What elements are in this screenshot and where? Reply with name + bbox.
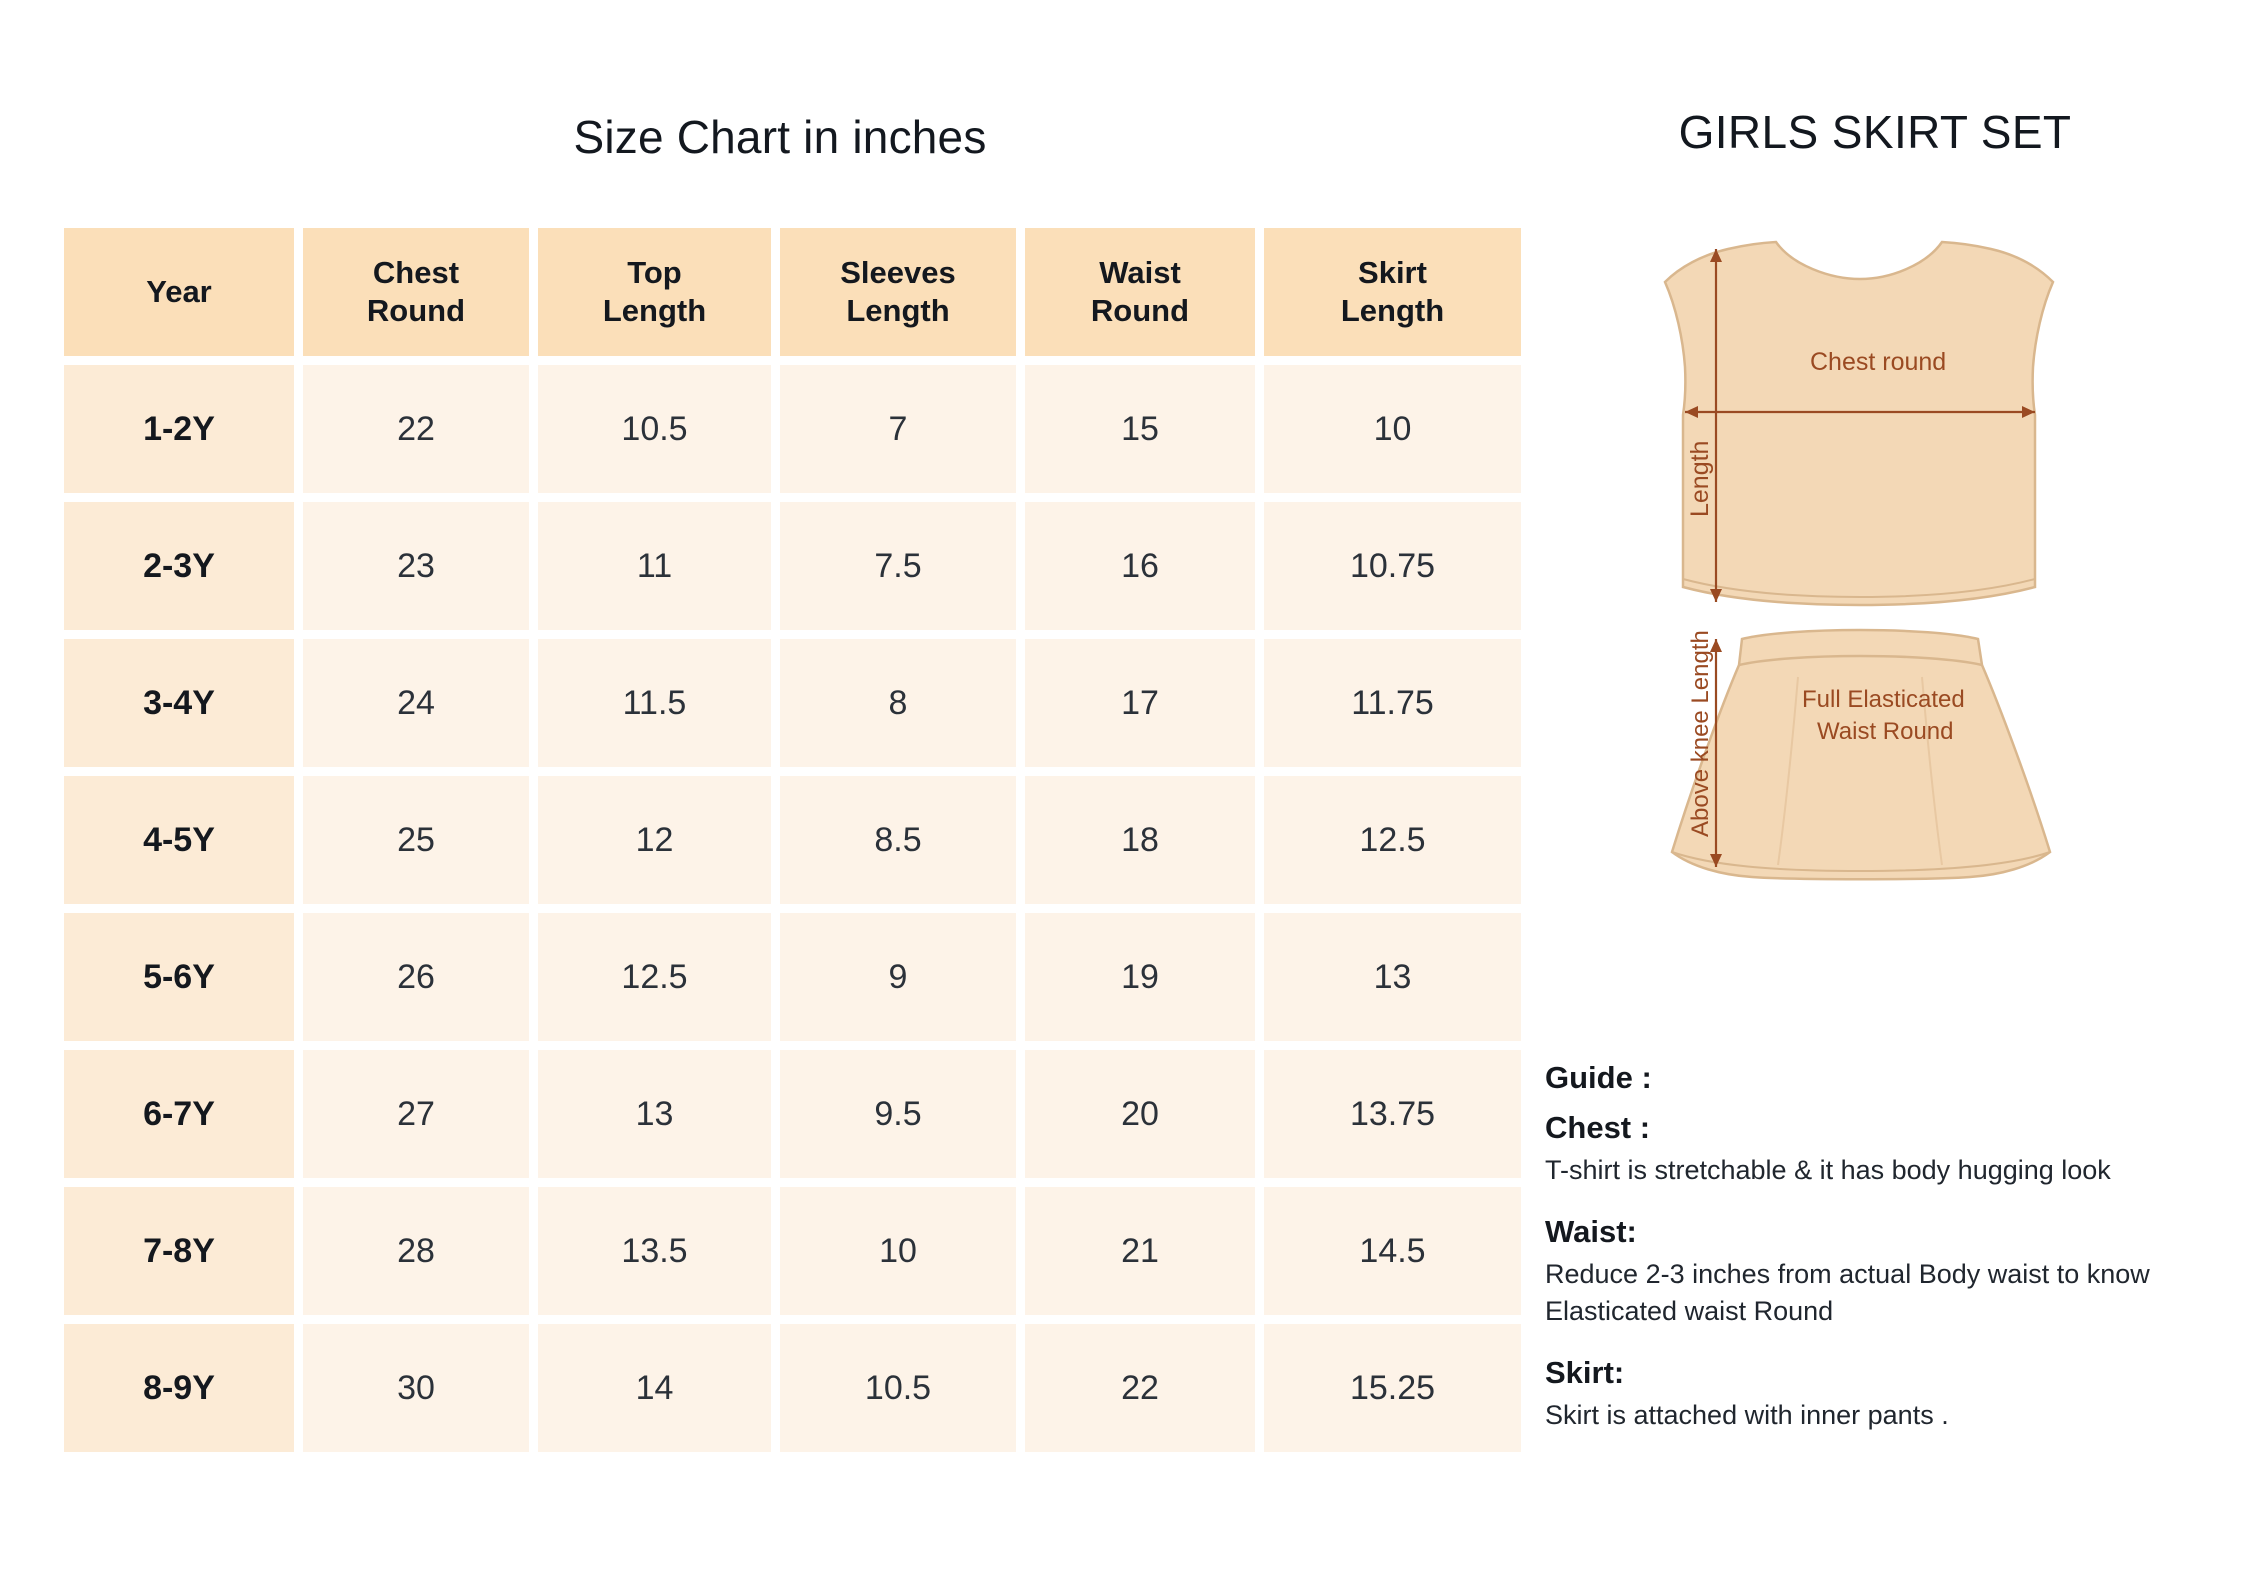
column-header-year-line1: Year bbox=[146, 274, 212, 310]
guide-label-chest: Chest : bbox=[1545, 1110, 1651, 1145]
column-header-chest-line1: Chest bbox=[372, 255, 460, 291]
column-header-skirt-length bbox=[1264, 228, 1521, 356]
cell-sleeves-length: 10.5 bbox=[780, 1324, 1016, 1452]
cell-top-length: 12.5 bbox=[538, 913, 771, 1041]
table-header-row bbox=[64, 228, 1521, 356]
column-header-sleeve-line1: Sleeves bbox=[840, 255, 956, 291]
cell-sleeves-length: 9 bbox=[780, 913, 1016, 1041]
table-row bbox=[64, 1324, 1521, 1452]
column-header-waist-line1: Waist bbox=[1099, 255, 1181, 291]
column-header-sleeve-line2: Length bbox=[846, 293, 950, 328]
top-shirt-shape bbox=[1665, 242, 2053, 605]
cell-year: 5-6Y bbox=[64, 913, 294, 1041]
garment-panel bbox=[1530, 105, 2220, 887]
cell-top-length: 10.5 bbox=[538, 365, 771, 493]
table-row bbox=[64, 913, 1521, 1041]
cell-top-length: 13 bbox=[538, 1050, 771, 1178]
table-row bbox=[64, 639, 1521, 767]
cell-skirt-length: 15.25 bbox=[1264, 1324, 1521, 1452]
cell-waist-round: 20 bbox=[1025, 1050, 1255, 1178]
table-row bbox=[64, 776, 1521, 904]
cell-sleeves-length: 7.5 bbox=[780, 502, 1016, 630]
cell-skirt-length: 10.75 bbox=[1264, 502, 1521, 630]
column-header-toplen-line2: Length bbox=[602, 293, 707, 328]
cell-waist-round: 18 bbox=[1025, 776, 1255, 904]
column-header-toplen-line1: Top bbox=[627, 255, 682, 291]
cell-sleeves-length: 7 bbox=[780, 365, 1016, 493]
cell-waist-round: 21 bbox=[1025, 1187, 1255, 1315]
cell-waist-round: 22 bbox=[1025, 1324, 1255, 1452]
column-header-chest-round bbox=[303, 228, 529, 356]
cell-sleeves-length: 10 bbox=[780, 1187, 1016, 1315]
cell-skirt-length: 13 bbox=[1264, 913, 1521, 1041]
page-title: Size Chart in inches bbox=[573, 111, 987, 163]
cell-sleeves-length: 8 bbox=[780, 639, 1016, 767]
cell-top-length: 11 bbox=[538, 502, 771, 630]
chest-round-label: Chest round bbox=[1810, 348, 1947, 376]
cell-chest-round: 27 bbox=[303, 1050, 529, 1178]
column-header-skirt-line2: Length bbox=[1340, 293, 1445, 328]
column-header-year bbox=[64, 228, 294, 356]
table-row bbox=[64, 502, 1521, 630]
cell-waist-round: 19 bbox=[1025, 913, 1255, 1041]
cell-waist-round: 17 bbox=[1025, 639, 1255, 767]
table-row bbox=[64, 1050, 1521, 1178]
waist-round-label-line2: Waist Round bbox=[1817, 718, 1954, 745]
cell-skirt-length: 12.5 bbox=[1264, 776, 1521, 904]
cell-sleeves-length: 9.5 bbox=[780, 1050, 1016, 1178]
table-body bbox=[64, 365, 1521, 1452]
garment-illustration bbox=[1530, 187, 2220, 887]
garment-title: GIRLS SKIRT SET bbox=[1678, 106, 2072, 158]
guide-item-skirt bbox=[1545, 1355, 2245, 1433]
guide-label-skirt: Skirt: bbox=[1545, 1355, 1625, 1391]
cell-top-length: 13.5 bbox=[538, 1187, 771, 1315]
column-header-sleeves-length bbox=[780, 228, 1016, 356]
cell-chest-round: 24 bbox=[303, 639, 529, 767]
cell-year: 7-8Y bbox=[64, 1187, 294, 1315]
guide-item-chest bbox=[1545, 1110, 2245, 1188]
cell-skirt-length: 13.75 bbox=[1264, 1050, 1521, 1178]
cell-year: 4-5Y bbox=[64, 776, 294, 904]
cell-waist-round: 16 bbox=[1025, 502, 1255, 630]
size-chart-panel bbox=[55, 110, 1515, 1461]
cell-skirt-length: 10 bbox=[1264, 365, 1521, 493]
cell-chest-round: 26 bbox=[303, 913, 529, 1041]
guide-section bbox=[1545, 1060, 2245, 1460]
cell-sleeves-length: 8.5 bbox=[780, 776, 1016, 904]
guide-item-waist bbox=[1545, 1214, 2245, 1329]
cell-year: 2-3Y bbox=[64, 502, 294, 630]
column-header-waist-round bbox=[1025, 228, 1255, 356]
cell-chest-round: 25 bbox=[303, 776, 529, 904]
column-header-top-length bbox=[538, 228, 771, 356]
cell-year: 3-4Y bbox=[64, 639, 294, 767]
guide-text-waist: Reduce 2-3 inches from actual Body waist to know Elasticated waist Round bbox=[1545, 1259, 2150, 1326]
cell-skirt-length: 14.5 bbox=[1264, 1187, 1521, 1315]
guide-text-skirt: Skirt is attached with inner pants . bbox=[1545, 1400, 1949, 1431]
length-label: Length bbox=[1686, 440, 1714, 517]
cell-top-length: 12 bbox=[538, 776, 771, 904]
table-row bbox=[64, 1187, 1521, 1315]
cell-skirt-length: 11.75 bbox=[1264, 639, 1521, 767]
cell-chest-round: 23 bbox=[303, 502, 529, 630]
size-chart-table bbox=[55, 219, 1530, 1461]
cell-chest-round: 28 bbox=[303, 1187, 529, 1315]
table-row bbox=[64, 365, 1521, 493]
column-header-waist-line2: Round bbox=[1090, 293, 1190, 328]
guide-text-chest: T-shirt is stretchable & it has body hugging look bbox=[1545, 1155, 2111, 1185]
cell-waist-round: 15 bbox=[1025, 365, 1255, 493]
table-header bbox=[64, 228, 1521, 356]
cell-chest-round: 22 bbox=[303, 365, 529, 493]
cell-year: 8-9Y bbox=[64, 1324, 294, 1452]
column-header-skirt-line1: Skirt bbox=[1358, 255, 1427, 291]
waist-round-label-line1: Full Elasticated bbox=[1802, 686, 1965, 713]
cell-year: 1-2Y bbox=[64, 365, 294, 493]
cell-chest-round: 30 bbox=[303, 1324, 529, 1452]
above-knee-length-label: Above knee Length bbox=[1687, 630, 1714, 837]
guide-label-waist: Waist: bbox=[1545, 1214, 1637, 1250]
cell-top-length: 11.5 bbox=[538, 639, 771, 767]
cell-top-length: 14 bbox=[538, 1324, 771, 1452]
cell-year: 6-7Y bbox=[64, 1050, 294, 1178]
skirt-shape bbox=[1672, 630, 2050, 879]
column-header-chest-line2: Round bbox=[366, 293, 466, 328]
garment-diagram bbox=[1530, 187, 2220, 887]
guide-heading: Guide : bbox=[1545, 1060, 1652, 1095]
